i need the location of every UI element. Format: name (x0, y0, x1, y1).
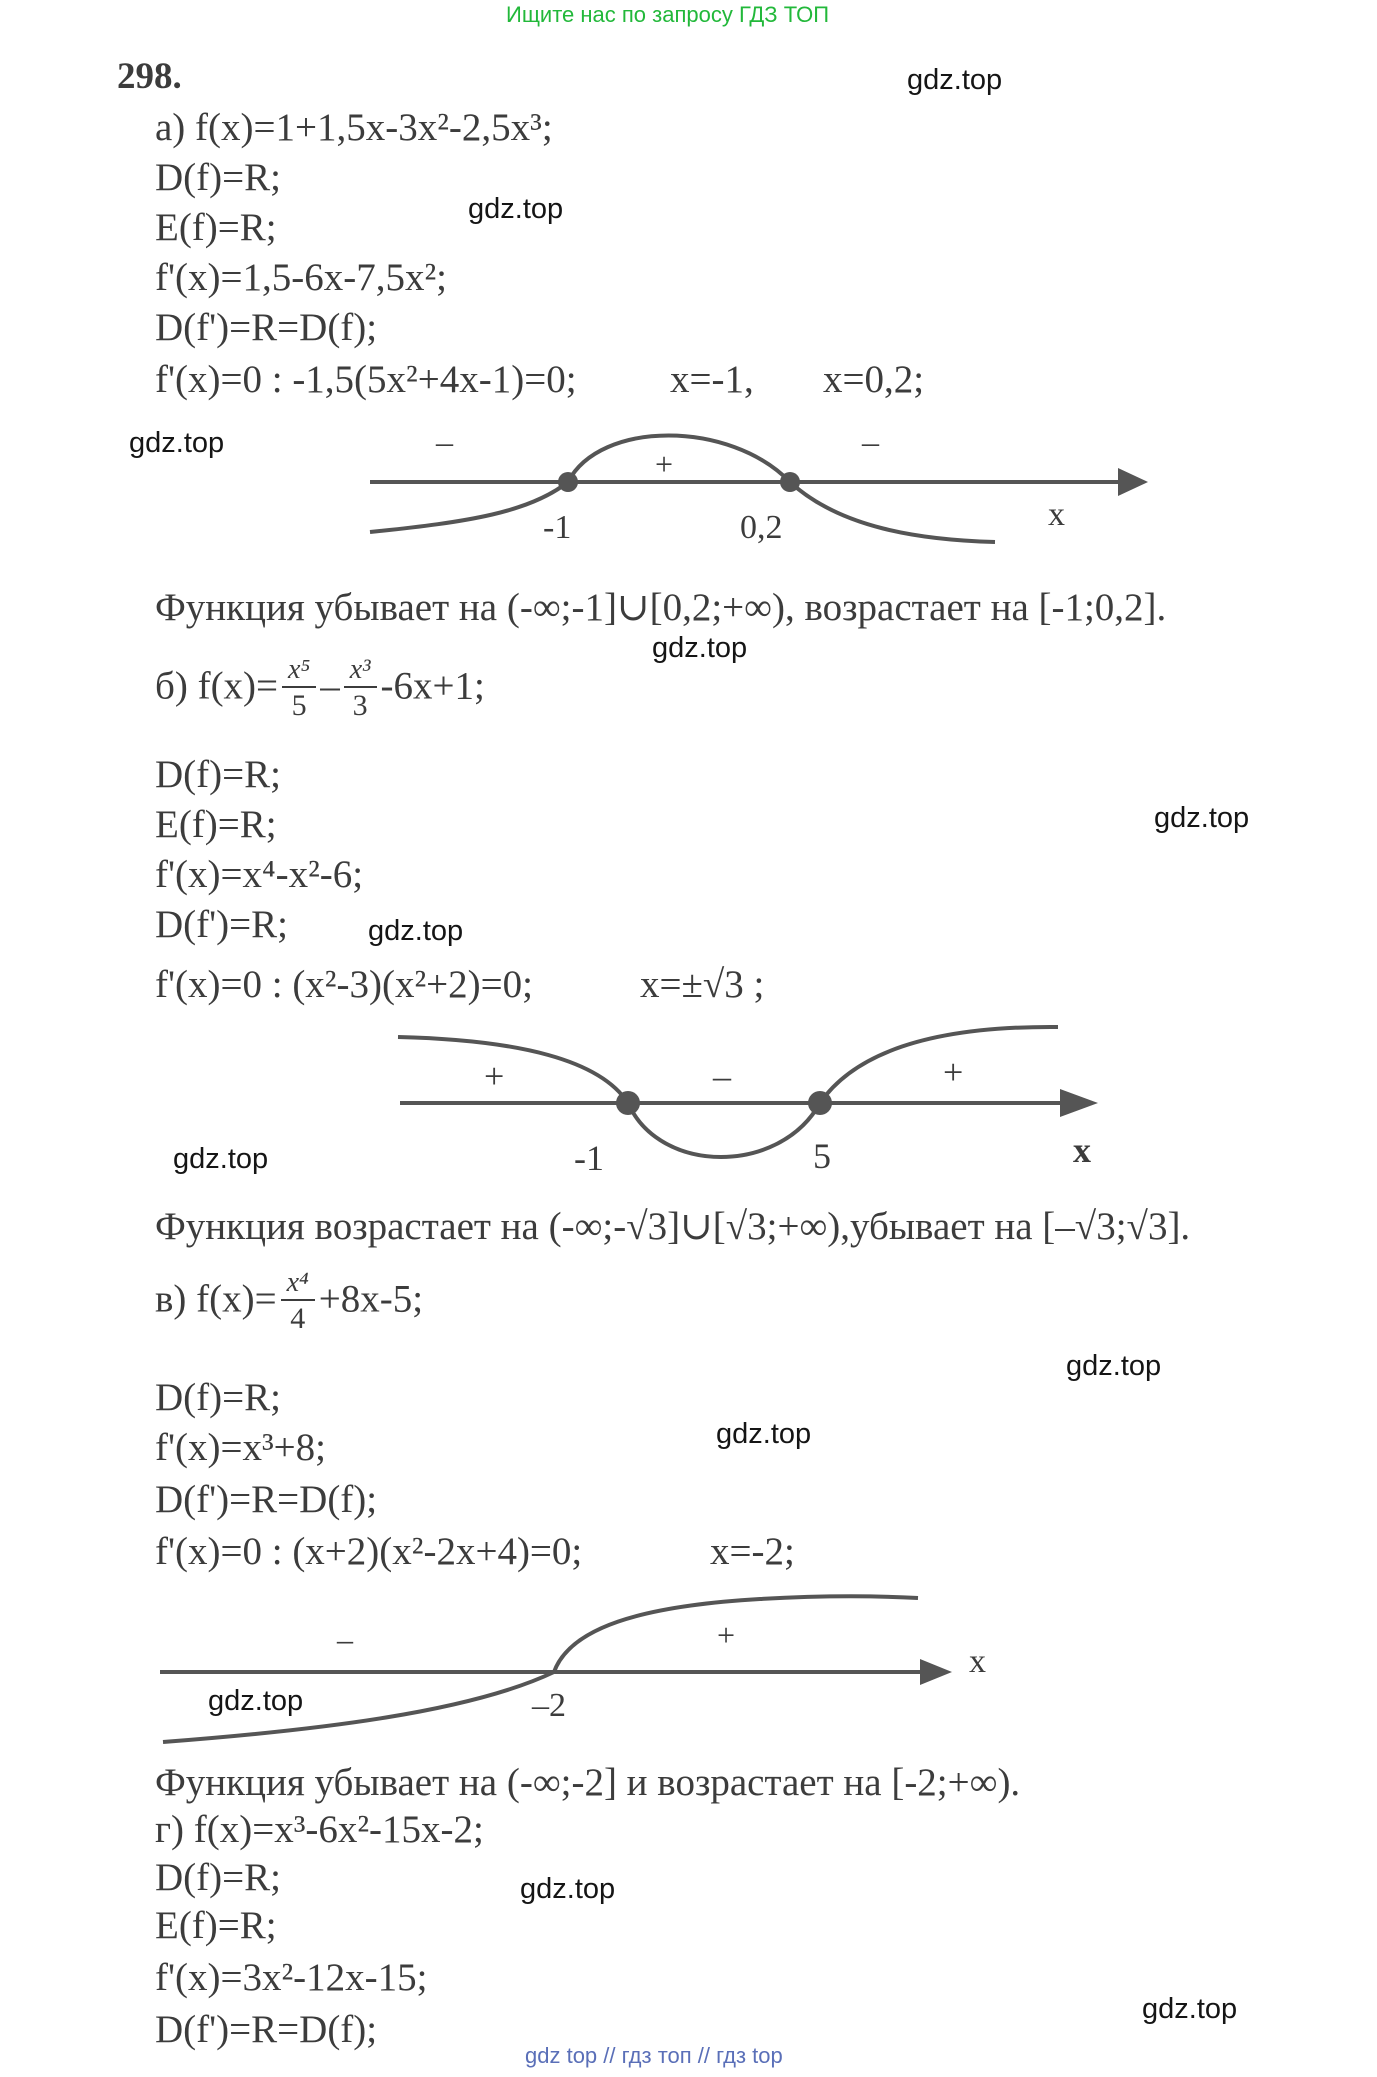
watermark: gdz.top (716, 1418, 812, 1450)
search-hint-header: Ищите нас по запросу ГДЗ ТОП (506, 2, 830, 27)
watermark: gdz.top (652, 632, 748, 664)
part-a-derivative: f'(x)=1,5-6x-7,5x²; (155, 256, 447, 299)
sign-a-2: + (655, 446, 674, 482)
frac2-denominator: 3 (352, 688, 368, 722)
point-v-1: –2 (532, 1687, 566, 1724)
watermark: gdz.top (208, 1685, 304, 1717)
watermark: gdz.top (173, 1143, 269, 1175)
part-a-root-1: x=-1, (670, 358, 754, 401)
part-v-zeros: f'(x)=0 : (x+2)(x²-2x+4)=0; (155, 1530, 583, 1573)
part-v-root: x=-2; (710, 1530, 795, 1573)
sign-a-1: – (436, 424, 453, 461)
part-g-range: E(f)=R; (155, 1904, 277, 1947)
part-b-range: E(f)=R; (155, 803, 277, 846)
axis-v: x (969, 1643, 986, 1680)
watermark: gdz.top (368, 915, 464, 947)
frac2-numerator: x³ (344, 655, 377, 688)
point-b-1: -1 (574, 1138, 604, 1178)
part-v-domain: D(f)=R; (155, 1376, 281, 1419)
sign-a-3: – (862, 424, 879, 461)
sign-v-1: – (337, 1621, 353, 1657)
footer-links: gdz top // гдз топ // гдз top (525, 2043, 783, 2068)
part-b-derivative: f'(x)=x⁴-x²-6; (155, 853, 364, 896)
frac1-numerator: x⁵ (282, 655, 316, 688)
point-a-1: -1 (543, 509, 572, 546)
part-g-derivative-domain: D(f')=R=D(f); (155, 2008, 378, 2051)
watermark: gdz.top (520, 1873, 616, 1905)
watermark: gdz.top (129, 427, 225, 459)
frac1-denominator: 5 (291, 688, 307, 722)
part-v-derivative-domain: D(f')=R=D(f); (155, 1478, 378, 1521)
part-g-function: г) f(x)=x³-6x²-15x-2; (155, 1808, 484, 1851)
axis-b: x (1073, 1130, 1091, 1170)
part-v-conclusion: Функция убывает на (-∞;-2] и возрастает на [-2;+∞). (155, 1761, 1021, 1804)
part-b-func-suffix: -6x+1; (380, 664, 485, 708)
part-b-zeros: f'(x)=0 : (x²-3)(x²+2)=0; (155, 963, 533, 1006)
point-b-2: 5 (813, 1136, 831, 1176)
part-g-derivative: f'(x)=3x²-12x-15; (155, 1956, 428, 1999)
watermark: gdz.top (468, 193, 564, 225)
part-a-function: а) f(x)=1+1,5x-3x²-2,5x³; (155, 106, 553, 149)
sign-v-2: + (717, 1617, 736, 1653)
part-a-conclusion: Функция убывает на (-∞;-1]∪[0,2;+∞), возрастает на [-1;0,2]. (155, 586, 1167, 629)
point-a-2: 0,2 (740, 509, 783, 546)
problem-number: 298. (117, 56, 182, 97)
part-a-range: E(f)=R; (155, 206, 277, 249)
watermark: gdz.top (1142, 1993, 1238, 2025)
frac-numerator: x⁴ (281, 1268, 315, 1301)
watermark: gdz.top (1066, 1350, 1162, 1382)
part-a-domain: D(f)=R; (155, 156, 281, 199)
watermark: gdz.top (1154, 802, 1250, 834)
watermark: gdz.top (907, 64, 1003, 96)
sign-b-2: – (713, 1056, 731, 1096)
part-v-derivative: f'(x)=x³+8; (155, 1426, 327, 1469)
axis-a: x (1048, 496, 1065, 533)
part-b-roots: x=±√3 ; (640, 963, 765, 1006)
sign-b-3: + (943, 1052, 964, 1092)
part-v-func-prefix: в) f(x)= (155, 1277, 277, 1321)
part-b-domain: D(f)=R; (155, 753, 281, 796)
sign-b-1: + (484, 1056, 505, 1096)
part-b-conclusion: Функция возрастает на (-∞;-√3]∪[√3;+∞),убывает на [–√3;√3]. (155, 1205, 1191, 1248)
part-b-func-prefix: б) f(x)= (155, 664, 279, 708)
part-a-zeros: f'(x)=0 : -1,5(5x²+4x-1)=0; (155, 358, 577, 401)
part-a-root-2: x=0,2; (823, 358, 925, 401)
part-v-func-suffix: +8x-5; (318, 1277, 424, 1321)
part-b-minus: – (320, 664, 340, 708)
part-b-derivative-domain: D(f')=R; (155, 903, 288, 946)
frac-denominator: 4 (290, 1301, 306, 1335)
part-a-derivative-domain: D(f')=R=D(f); (155, 306, 378, 349)
part-g-domain: D(f)=R; (155, 1856, 281, 1899)
